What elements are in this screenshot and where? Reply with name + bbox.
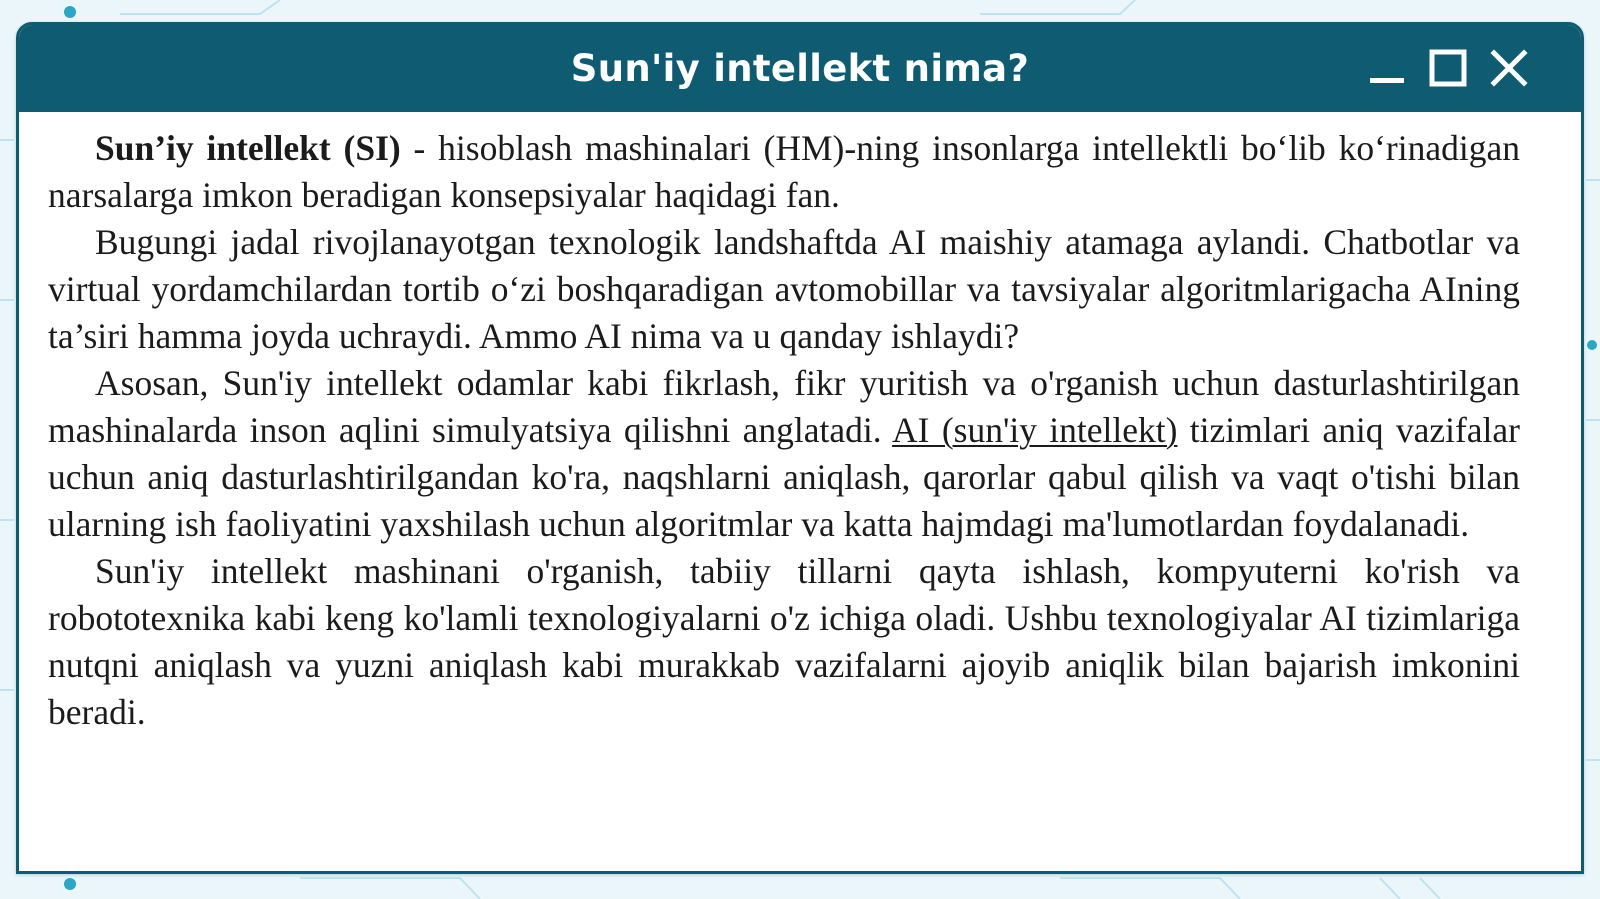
minimize-icon [1368, 49, 1406, 87]
maximize-icon [1429, 49, 1467, 87]
app-window [16, 22, 1584, 874]
term-bold: Sun’iy intellekt (SI) [95, 128, 401, 168]
explanation-text-continued: tizimlari aniq vazifalar uchun aniq dasturlashtirilgandan ko'ra, naqshlarni aniqlash, qarorlar qabul qilish va vaqt o'tishi bilan ularning ish faoliyatini yaxshilash uchun algoritmlar va katta hajmdagi ma'lumotlardan foydalanadi. [48, 410, 1520, 544]
paragraph-technologies: Sun'iy intellekt mashinani o'rganish, tabiiy tillarni qayta ishlash, kompyuterni ko'rish va robototexnika kabi keng ko'lamli texnologiyalarni o'z ichiga oladi. Ushbu texnologiyalar AI tizimlariga nutqni aniqlash va yuzni aniqlash kabi murakkab vazifalarni ajoyib aniqlik bilan bajarish imkonini beradi. [48, 551, 1520, 732]
paragraph-definition [48, 125, 1520, 219]
explanation-text: Asosan, Sun'iy intellekt odamlar kabi fikrlash, fikr yuritish va o'rganish uchun dasturlashtirilgan mashinalarda inson aqlini simulyatsiya qilishni anglatadi. [48, 363, 1520, 450]
window-title: Sun'iy intellekt nima? [570, 47, 1030, 90]
paragraph-explanation [48, 360, 1520, 548]
minimize-button[interactable] [1368, 49, 1406, 87]
close-icon [1490, 49, 1528, 87]
definition-text: - hisoblash mashinalari (HM)-ning insonlarga intellektli bo‘lib ko‘rinadigan narsalarga imkon beradigan konsepsiyalar haqidagi fan. [48, 128, 1520, 215]
article-body [48, 125, 1520, 736]
maximize-button[interactable] [1429, 49, 1467, 87]
close-button[interactable] [1490, 49, 1528, 87]
paragraph-intro: Bugungi jadal rivojlanayotgan texnologik landshaftda AI maishiy atamaga aylandi. Chatbotlar va virtual yordamchilardan tortib o‘zi boshqaradigan avtomobillar va tavsiyalar algoritmlarigacha AIning ta’siri hamma joyda uchraydi. Ammo AI nima va u qanday ishlaydi? [48, 222, 1520, 356]
ai-link[interactable]: AI (sun'iy intellekt) [892, 410, 1178, 450]
title-bar [19, 25, 1581, 112]
